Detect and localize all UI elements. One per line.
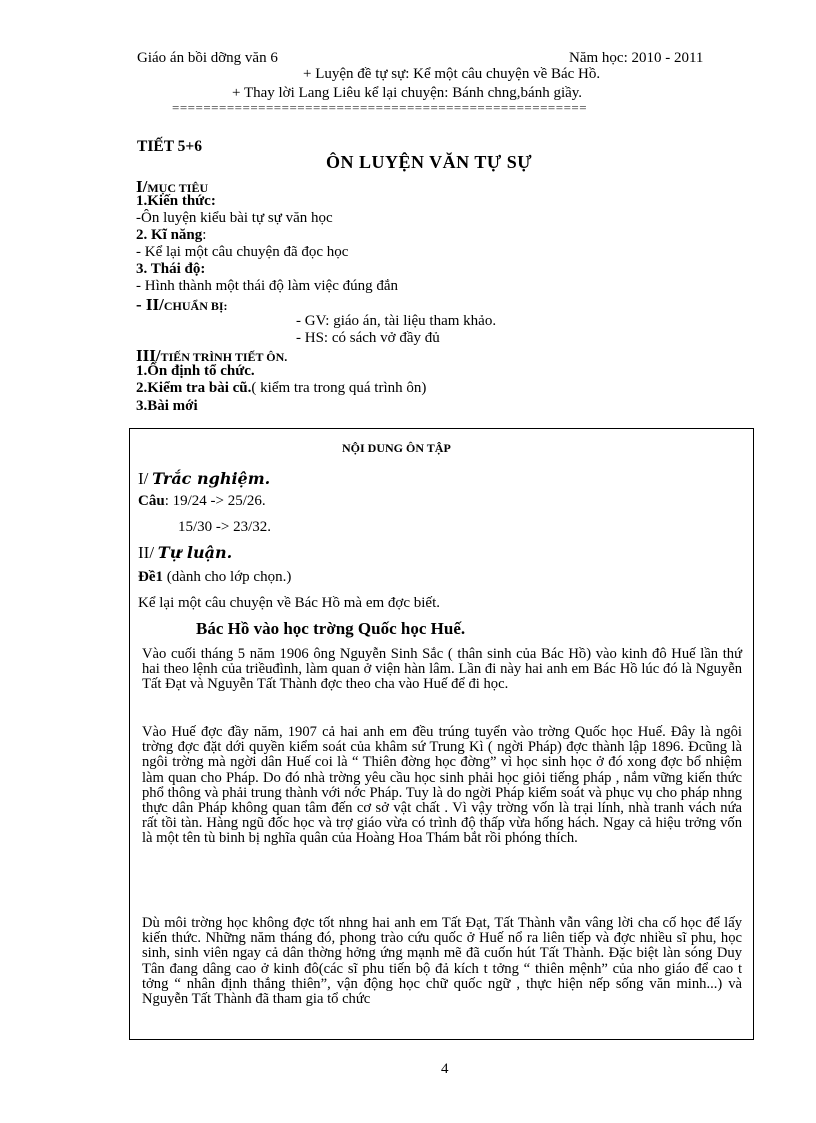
header-school-year: Năm học: 2010 - 2011 [569, 50, 704, 66]
part-multiple-choice-heading [138, 469, 270, 489]
process-label: TIẾN TRÌNH TIẾT ÔN. [160, 350, 288, 364]
header-topic-1: + Luyện đề tự sự: Kể một câu chuyện về Bác Hồ. [303, 66, 601, 82]
knowledge-text: -Ôn luyện kiểu bài tự sự văn học [136, 210, 333, 226]
questions-label: Câu [138, 493, 165, 509]
preparation-heading [136, 295, 228, 315]
part1-title: Trắc nghiệm. [152, 469, 271, 488]
preparation-teacher: - GV: giáo án, tài liệu tham khảo. [296, 313, 497, 329]
part2-title: Tự luận. [157, 543, 233, 562]
skills-label: 2. Kĩ năng [136, 227, 203, 243]
preparation-students: - HS: có sách vở đầy đủ [296, 330, 440, 346]
review-heading: NỘI DUNG ÔN TẬP [342, 441, 451, 455]
header-topic-2: + Thay lời Lang Liêu kể lại chuyện: Bánh chng,bánh giầy. [232, 85, 583, 101]
questions-range-1: : 19/24 -> 25/26. [164, 493, 266, 509]
questions-range-2: 15/30 -> 23/32. [178, 519, 272, 535]
story-paragraph-2: Vào Huế đợc đầy năm, 1907 cả hai anh em đều trúng tuyển vào trờng Quốc học Huế. Đây là ngôi trờng đợc đặt dới quyền kiểm soát của khâm sứ Trung Kì ( ngời Pháp) đợc thành lập 1896. Đcũng là ngôi trờng mà ngời dân Huế coi là “ Thiên đờng học đờng” vì học sinh học ở đó xong đợc bổ nhiệm làm quan cho Pháp. Do đó nhà trờng yêu cầu học sinh phải học giỏi tiếng pháp , nắm vững kiến thức phổ thông và phải trung thành với nớc Pháp. Tuy là do ngời Pháp kiểm soát và phục vụ cho pháp nhng thực dân Pháp không quan tâm đến cơ sở vật chất . Vì vậy trờng vốn là trại lính, nhà tranh vách nứa rất tồi tàn. Hàng ngũ đốc học và trợ giáo vừa có trình độ thấp vừa hống hách. Ngay cả hiệu trởng vốn là một tên tù binh bị nghĩa quân của Hoàng Hoa Thám bắt rồi phóng thích. [142, 724, 742, 847]
story-paragraph-1: Vào cuối tháng 5 năm 1906 ông Nguyễn Sinh Sắc ( thân sinh của Bác Hồ) vào kinh đô Huế lần thứ hai theo lệnh của triềuđình, làm quan ở viện hàn lâm. Lần đi này hai anh em Bác Hồ lúc đó là Nguyễn Tất Đạt và Nguyễn Tất Thành đợc theo cha vào Huế để đi học. [142, 646, 742, 693]
step-organize: 1.Ổn định tổ chức. [136, 363, 255, 379]
attitude-heading: 3. Thái độ: [136, 261, 206, 277]
step-new-lesson: 3.Bài mới [136, 398, 198, 414]
objectives-label: MỤC TIÊU [147, 181, 209, 195]
header-divider: ===================================================== [172, 100, 588, 115]
skills-text: - Kể lại một câu chuyện đã đọc học [136, 244, 349, 260]
story-paragraph-3: Dù môi trờng học không đợc tốt nhng hai anh em Tất Đạt, Tất Thành vẫn vâng lời cha cố học để lấy kiến thức. Những năm tháng đó, phong trào cứu quốc ở Huế nổ ra liên tiếp và đợc nhiều sĩ phu, học sinh, sinh viên ngay cả dân thờng hởng ứng mạnh mẽ đã cuốn hút Tất Thành. Đặc biệt làn sóng Duy Tân đang dâng cao ở kinh đô(các sĩ phu tiến bộ đả kích t tởng “ thiên mệnh” của nho giáo để cao t tởng “ nhân định thắng thiên”, vận động học chữ quốc ngữ , thực hiện nếp sống văn minh...) và Nguyễn Tất Thành đã tham gia tổ chức [142, 915, 742, 1008]
knowledge-heading: 1.Kiến thức: [136, 193, 216, 209]
part1-roman: I/ [138, 469, 149, 488]
header-subject: Giáo án bồi dỡng văn 6 [137, 50, 278, 66]
questions-line-1 [138, 493, 266, 510]
preparation-roman: - II/ [136, 295, 164, 314]
review-content-box [129, 428, 754, 1040]
lesson-period: TIẾT 5+6 [137, 138, 202, 155]
skills-colon: : [202, 227, 207, 243]
objectives-roman: I/ [136, 177, 148, 196]
topic-line [138, 569, 291, 586]
step-check-note: ( kiểm tra trong quá trình ôn) [251, 380, 427, 396]
process-roman: III/ [136, 346, 161, 365]
page-number: 4 [441, 1061, 449, 1077]
topic-note: (dành cho lớp chọn.) [163, 569, 292, 585]
part2-roman: II/ [138, 543, 155, 562]
skills-heading [136, 227, 206, 244]
lesson-title: ÔN LUYỆN VĂN TỰ SỰ [326, 152, 533, 172]
topic-label: Đề1 [138, 569, 163, 585]
step-check-label: 2.Kiểm tra bài cũ. [136, 380, 252, 396]
preparation-label: CHUẨN BỊ: [163, 299, 228, 313]
step-check-old-lesson [136, 380, 426, 397]
essay-prompt: Kể lại một câu chuyện về Bác Hồ mà em đợc biết. [138, 595, 440, 611]
part-essay-heading [138, 543, 232, 563]
attitude-text: - Hình thành một thái độ làm việc đúng đắn [136, 278, 399, 294]
story-title: Bác Hồ vào học trờng Quốc học Huế. [196, 619, 466, 638]
